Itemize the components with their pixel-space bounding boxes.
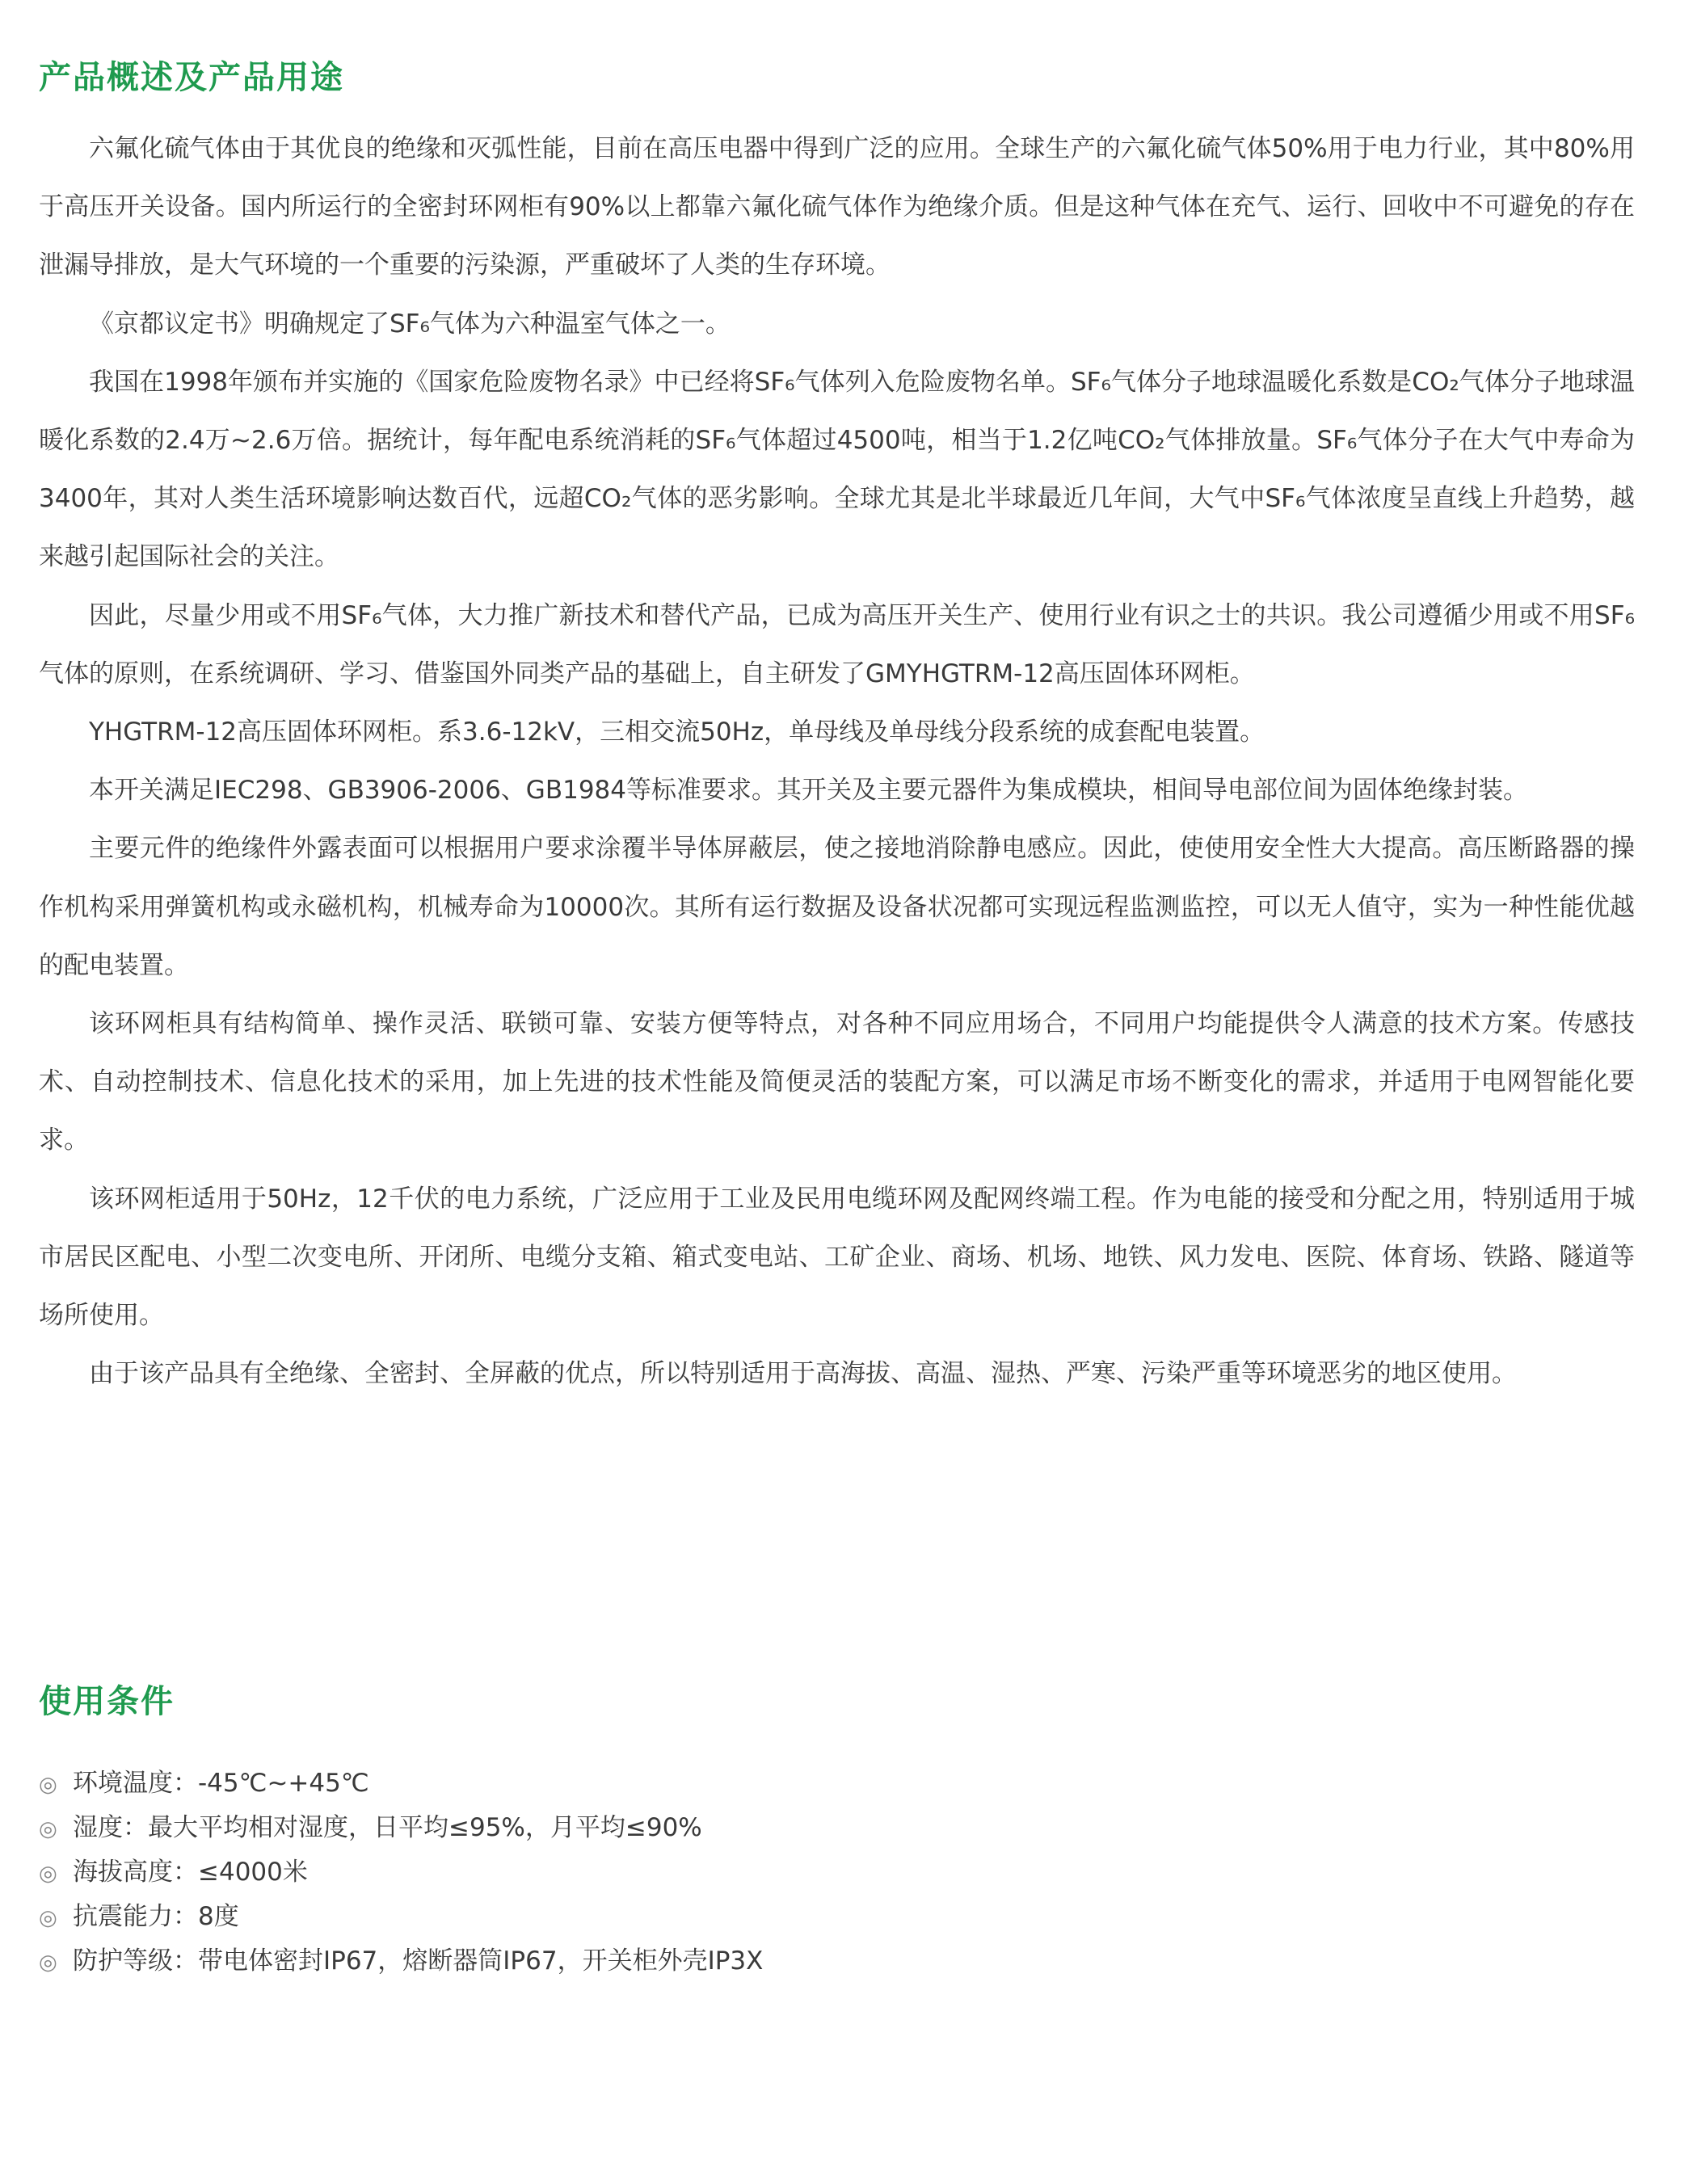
condition-text: 防护等级：带电体密封IP67，熔断器筒IP67，开关柜外壳IP3X	[73, 1946, 764, 1976]
circle-bullet-icon: ◎	[39, 1950, 57, 1975]
condition-item	[39, 1851, 763, 1896]
overview-body	[39, 120, 1635, 1403]
overview-paragraph: YHGTRM-12高压固体环网柜。系3.6-12kV，三相交流50Hz，单母线及单母线分段系统的成套配电装置。	[89, 717, 1265, 747]
condition-text: 环境温度：-45℃~+45℃	[73, 1769, 369, 1798]
circle-bullet-icon: ◎	[39, 1862, 57, 1886]
condition-text: 海拔高度：≤4000米	[73, 1858, 308, 1887]
overview-paragraph: 本开关满足IEC298、GB3906-2006、GB1984等标准要求。其开关及主要元器件为集成模块，相间导电部位间为固体绝缘封装。	[89, 776, 1528, 806]
conditions-list	[39, 1762, 763, 1984]
overview-paragraph: 因此，尽量少用或不用SF₆气体，大力推广新技术和替代产品，已成为高压开关生产、使用行业有识之士的共识。我公司遵循少用或不用SF₆气体的原则，在系统调研、学习、借鉴国外同类产品的基础上，自主研发了GMYHGTRM-12高压固体环网柜。	[39, 600, 1635, 688]
circle-bullet-icon: ◎	[39, 1906, 57, 1930]
overview-paragraph: 六氟化硫气体由于其优良的绝缘和灭弧性能，目前在高压电器中得到广泛的应用。全球生产的六氟化硫气体50%用于电力行业，其中80%用于高压开关设备。国内所运行的全密封环网柜有90%以上都靠六氟化硫气体作为绝缘介质。但是这种气体在充气、运行、回收中不可避免的存在泄漏导排放，是大气环境的一个重要的污染源，严重破坏了人类的生存环境。	[39, 134, 1635, 280]
overview-paragraph: 该环网柜适用于50Hz，12千伏的电力系统，广泛应用于工业及民用电缆环网及配网终端工程。作为电能的接受和分配之用，特别适用于城市居民区配电、小型二次变电所、开闭所、电缆分支箱、箱式变电站、工矿企业、商场、机场、地铁、风力发电、医院、体育场、铁路、隧道等场所使用。	[39, 1184, 1635, 1331]
condition-text: 湿度：最大平均相对湿度，日平均≤95%，月平均≤90%	[73, 1813, 702, 1842]
overview-paragraph: 主要元件的绝缘件外露表面可以根据用户要求涂覆半导体屏蔽层，使之接地消除静电感应。因此，使使用安全性大大提高。高压断路器的操作机构采用弹簧机构或永磁机构，机械寿命为10000次。其所有运行数据及设备状况都可实现远程监测监控，可以无人值守，实为一种性能优越的配电装置。	[39, 834, 1635, 980]
overview-paragraph: 《京都议定书》明确规定了SF₆气体为六种温室气体之一。	[89, 309, 731, 339]
condition-item	[39, 1762, 763, 1807]
condition-item	[39, 1896, 763, 1940]
overview-paragraph: 我国在1998年颁布并实施的《国家危险废物名录》中已经将SF₆气体列入危险废物名单。SF₆气体分子地球温暖化系数是CO₂气体分子地球温暖化系数的2.4万~2.6万倍。据统计，每年配电系统消耗的SF₆气体超过4500吨，相当于1.2亿吨CO₂气体排放量。SF₆气体分子在大气中寿命为3400年，其对人类生活环境影响达数百代，远超CO₂气体的恶劣影响。全球尤其是北半球最近几年间，大气中SF₆气体浓度呈直线上升趋势，越来越引起国际社会的关注。	[39, 367, 1635, 572]
condition-text: 抗震能力：8度	[73, 1902, 239, 1931]
overview-paragraph: 该环网柜具有结构简单、操作灵活、联锁可靠、安装方便等特点，对各种不同应用场合，不同用户均能提供令人满意的技术方案。传感技术、自动控制技术、信息化技术的采用，加上先进的技术性能及简便灵活的装配方案，可以满足市场不断变化的需求，并适用于电网智能化要求。	[39, 1009, 1635, 1155]
circle-bullet-icon: ◎	[39, 1773, 57, 1797]
section-title-conditions: 使用条件	[39, 1683, 175, 1720]
overview-paragraph: 由于该产品具有全绝缘、全密封、全屏蔽的优点，所以特别适用于高海拔、高温、湿热、严寒、污染严重等环境恶劣的地区使用。	[89, 1359, 1517, 1389]
circle-bullet-icon: ◎	[39, 1817, 57, 1841]
condition-item	[39, 1807, 763, 1851]
section-title-overview: 产品概述及产品用途	[39, 59, 344, 96]
condition-item	[39, 1940, 763, 1984]
